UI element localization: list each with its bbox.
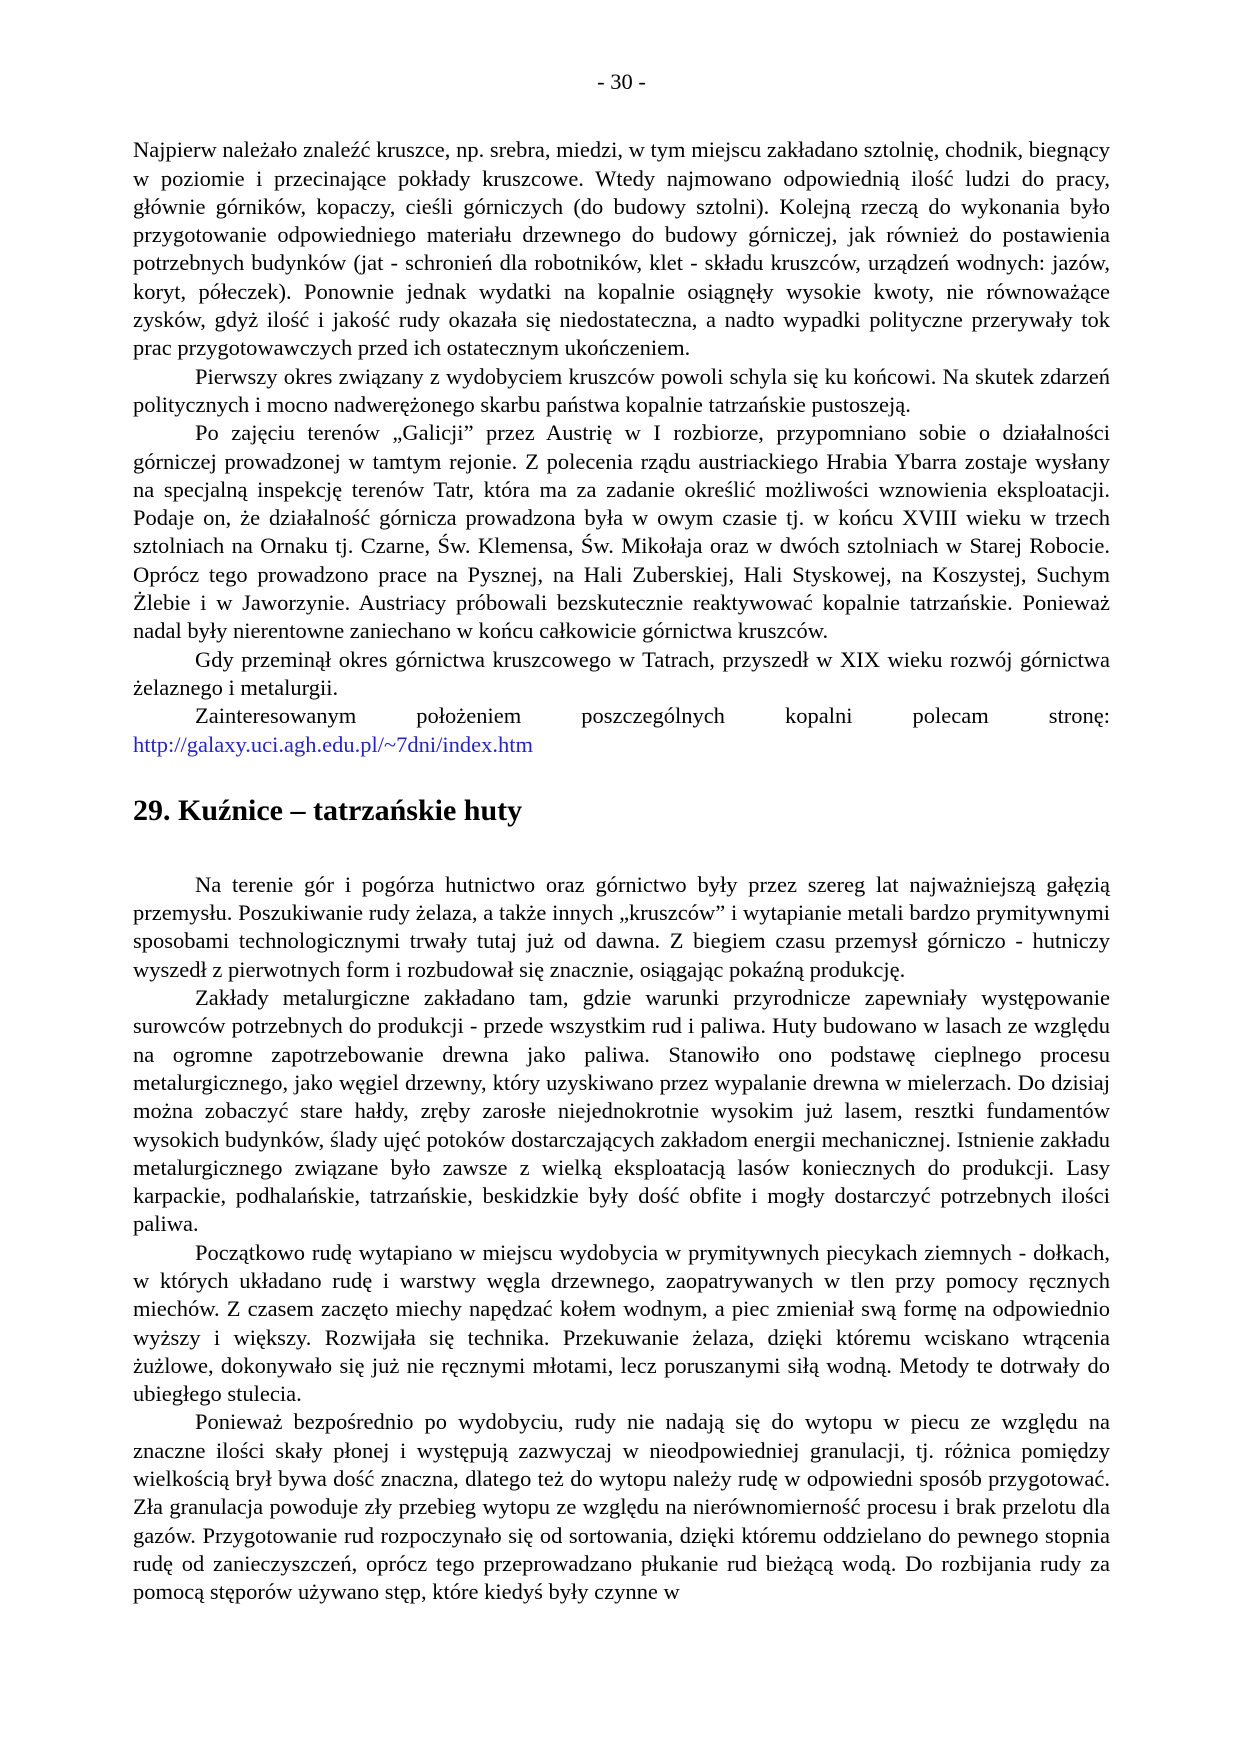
external-link[interactable]: http://galaxy.uci.agh.edu.pl/~7dni/index.htm [133,731,534,757]
paragraph-xix-wiek: Gdy przeminął okres górnictwa kruszcowego w Tatrach, przyszedł w XIX wieku rozwój górnictwa żelaznego i metalurgii. [133,646,1110,700]
paragraph-pierwszy-okres: Pierwszy okres związany z wydobyciem kruszców powoli schyla się ku końcowi. Na skutek zdarzeń politycznych i mocno nadwerężonego skarbu państwa kopalnie tatrzańskie pustoszeją. [133,363,1110,417]
paragraph-kruszce-intro: Najpierw należało znaleźć kruszce, np. srebra, miedzi, w tym miejscu zakładano sztolnię, chodnik, biegnący w poziomie i przecinające pokłady kruszcowe. Wtedy najmowano odpowiednią ilość ludzi do pracy, głównie górników, kopaczy, cieśli górniczych (do budowy sztolni). Kolejną rzeczą do wykonania było przygotowanie odpowiedniego materiału drzewnego do budowy górniczej, jak również do postawienia potrzebnych budynków (jat - schronień dla robotników, klet - składu kruszców, urządzeń wodnych: jazów, koryt, półeczek). Ponownie jednak wydatki na kopalnie osiągnęły wysokie kwoty, nie równoważące zysków, gdyż ilość i jakość rudy okazała się niedostateczna, a nadto wypadki polityczne przerywały tok prac przygotowawczych przed ich ostatecznym ukończeniem. [133,137,1110,361]
paragraph-link-lead: Zainteresowanym położeniem poszczególnych kopalni polecam stronę: [195,703,1110,729]
paragraph-piecyki-ziemne: Początkowo rudę wytapiano w miejscu wydobycia w prymitywnych piecykach ziemnych - dołkach, w których układano rudę i warstwy węgla drzewnego, zaopatrywanych w tlen przy pomocy ręcznych miechów. Z czasem zaczęto miechy napędzać kołem wodnym, a piec zmieniał swą formę na odpowiednio wyższy i większy. Rozwijała się technika. Przekuwanie żelaza, dzięki któremu wciskano wtrącenia żużlowe, dokonywało się już nie ręcznymi młotami, lecz poruszanymi siłą wodną. Metody te dotrwały do ubiegłego stulecia. [133,1239,1110,1407]
page-number: - 30 - [597,69,646,94]
link-line [133,731,1110,759]
paragraph-hutnictwo-intro: Na terenie gór i pogórza hutnictwo oraz górnictwo były przez szereg lat najważniejszą gałęzią przemysłu. Poszukiwanie rudy żelaza, a także innych „kruszców” i wytapianie metali bardzo prymitywnymi sposobami technologicznymi trwały tutaj już od dawna. Z biegiem czasu przemysł górniczo - hutniczy wyszedł z pierwotnych form i rozbudował się znacznie, osiągając pokaźną produkcję. [133,871,1110,982]
paragraph-przygotowanie-rud: Ponieważ bezpośrednio po wydobyciu, rudy nie nadają się do wytopu w piecu ze względu na znaczne ilości skały płonej i występują zazwyczaj w nieodpowiedniej granulacji, tj. różnica pomiędzy wielkością brył bywa dość znaczna, dlatego też do wytopu należy rudę w odpowiedni sposób przygotować. Zła granulacja powoduje zły przebieg wytopu ze względu na nierównomierność procesu i brak przelotu dla gazów. Przygotowanie rud rozpoczynało się od sortowania, dzięki któremu oddzielano do pewnego stopnia rudę od zanieczyszczeń, oprócz tego przeprowadzano płukanie rud bieżącą wodą. Do rozbijania rudy za pomocą stęporów używano stęp, które kiedyś były czynne w [133,1409,1110,1605]
section-heading: 29. Kuźnice – tatrzańskie huty [133,793,523,827]
paragraph-galicja-inspekcja: Po zajęciu terenów „Galicji” przez Austrię w I rozbiorze, przypomniano sobie o działalności górniczej prowadzonej w tamtym rejonie. Z polecenia rządu austriackiego Hrabia Ybarra zostaje wysłany na specjalną inspekcję terenów Tatr, która ma za zadanie określić możliwości wznowienia eksploatacji. Podaje on, że działalność górnicza prowadzona była w owym czasie tj. w końcu XVIII wieku w trzech sztolniach na Ornaku tj. Czarne, Św. Klemensa, Św. Mikołaja oraz w dwóch sztolniach w Starej Robocie. Oprócz tego prowadzono prace na Pysznej, na Hali Zuberskiej, Hali Styskowej, na Koszystej, Suchym Żlebie i w Jaworzynie. Austriacy próbowali bezskutecznie reaktywować kopalnie tatrzańskie. Ponieważ nadal były nierentowne zaniechano w końcu całkowicie górnictwa kruszców. [133,420,1110,644]
paragraph-zaklady-metalurgiczne: Zakłady metalurgiczne zakładano tam, gdzie warunki przyrodnicze zapewniały występowanie surowców potrzebnych do produkcji - przede wszystkim rud i paliwa. Huty budowano w lasach ze względu na ogromne zapotrzebowanie drewna jako paliwa. Stanowiło ono podstawę cieplnego procesu metalurgicznego, jako węgiel drzewny, który uzyskiwano przez wypalanie drewna w mielerzach. Do dzisiaj można zobaczyć stare hałdy, zręby zarosłe niejednokrotnie wysokim już lasem, resztki fundamentów wysokich budynków, ślady ujęć potoków dostarczających zakładom energii mechanicznej. Istnienie zakładu metalurgicznego związane było zawsze z wielką eksploatacją lasów koniecznych do produkcji. Lasy karpackie, podhalańskie, tatrzańskie, beskidzkie były dość obfite i mogły dostarczyć potrzebnych ilości paliwa. [133,985,1110,1237]
